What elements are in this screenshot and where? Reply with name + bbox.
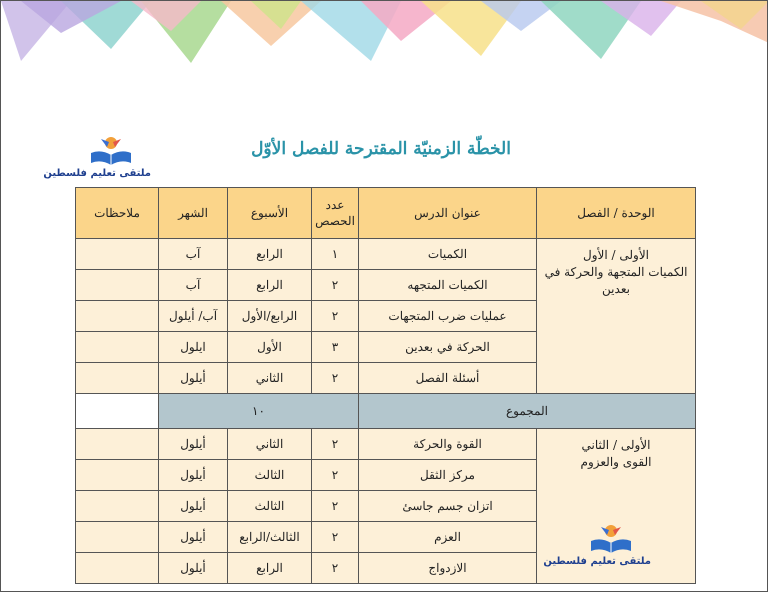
- book-logo-icon: [87, 133, 135, 167]
- notes-cell: [76, 553, 159, 584]
- header-periods-line1: عدد: [325, 198, 345, 212]
- total-row: [76, 394, 696, 429]
- lesson-cell: أسئلة الفصل: [359, 363, 537, 394]
- periods-cell: ٢: [312, 460, 359, 491]
- notes-cell: [76, 363, 159, 394]
- week-cell: الرابع: [228, 270, 312, 301]
- logo-text: ملتقى تعليم فلسطين: [43, 168, 151, 179]
- lesson-cell: الكميات المتجهه: [359, 270, 537, 301]
- periods-cell: ٣: [312, 332, 359, 363]
- total-blank-cell: [76, 394, 159, 429]
- notes-cell: [76, 301, 159, 332]
- month-cell: أيلول: [159, 522, 228, 553]
- logo-text: ملتقى تعليم فلسطين: [543, 556, 651, 567]
- month-cell: أيلول: [159, 429, 228, 460]
- month-cell: آب: [159, 270, 228, 301]
- triangle-banner: [1, 1, 768, 81]
- header-month: الشهر: [159, 188, 228, 239]
- periods-cell: ٢: [312, 522, 359, 553]
- header-periods-line2: الحصص: [315, 214, 355, 228]
- month-cell: آب/ أيلول: [159, 301, 228, 332]
- month-cell: أيلول: [159, 363, 228, 394]
- month-cell: آب: [159, 239, 228, 270]
- lesson-cell: الازدواج: [359, 553, 537, 584]
- header-lesson: عنوان الدرس: [359, 188, 537, 239]
- notes-cell: [76, 332, 159, 363]
- week-cell: الثاني: [228, 429, 312, 460]
- week-cell: الثالث: [228, 491, 312, 522]
- periods-cell: ٢: [312, 553, 359, 584]
- lesson-cell: مركز الثقل: [359, 460, 537, 491]
- week-cell: الرابع: [228, 239, 312, 270]
- header-notes: ملاحظات: [76, 188, 159, 239]
- header-week: الأسبوع: [228, 188, 312, 239]
- table-row: [76, 239, 696, 270]
- page-title: الخطّة الزمنيّة المقترحة للفصل الأوّل: [251, 139, 511, 159]
- week-cell: الأول: [228, 332, 312, 363]
- periods-cell: ٢: [312, 270, 359, 301]
- total-value: ١٠: [159, 394, 359, 429]
- unit-line: الكميات المتجهة والحركة في: [544, 265, 688, 279]
- unit-cell: [537, 239, 696, 394]
- notes-cell: [76, 270, 159, 301]
- notes-cell: [76, 239, 159, 270]
- week-cell: الثالث/الرابع: [228, 522, 312, 553]
- week-cell: الرابع: [228, 553, 312, 584]
- watermark-logo: [543, 521, 651, 571]
- week-cell: الثاني: [228, 363, 312, 394]
- lesson-cell: العزم: [359, 522, 537, 553]
- periods-cell: ٢: [312, 491, 359, 522]
- header-periods: [312, 188, 359, 239]
- periods-cell: ٢: [312, 301, 359, 332]
- notes-cell: [76, 460, 159, 491]
- lesson-cell: الحركة في بعدين: [359, 332, 537, 363]
- lesson-cell: الكميات: [359, 239, 537, 270]
- lesson-cell: عمليات ضرب المتجهات: [359, 301, 537, 332]
- week-cell: الثالث: [228, 460, 312, 491]
- periods-cell: ١: [312, 239, 359, 270]
- periods-cell: ٢: [312, 429, 359, 460]
- header-unit: الوحدة / الفصل: [537, 188, 696, 239]
- month-cell: ايلول: [159, 332, 228, 363]
- lesson-cell: القوة والحركة: [359, 429, 537, 460]
- notes-cell: [76, 429, 159, 460]
- unit-line: الأولى / الثاني: [581, 438, 651, 452]
- table-header-row: [76, 188, 696, 239]
- notes-cell: [76, 491, 159, 522]
- notes-cell: [76, 522, 159, 553]
- week-cell: الرابع/الأول: [228, 301, 312, 332]
- month-cell: أيلول: [159, 460, 228, 491]
- total-label: المجموع: [359, 394, 696, 429]
- month-cell: أيلول: [159, 491, 228, 522]
- book-logo-icon: [587, 521, 635, 555]
- month-cell: أيلول: [159, 553, 228, 584]
- periods-cell: ٢: [312, 363, 359, 394]
- site-logo: [43, 133, 151, 183]
- unit-line: الأولى / الأول: [583, 248, 649, 262]
- unit-line: القوى والعزوم: [580, 455, 652, 469]
- unit-line: بعدين: [602, 282, 630, 296]
- table-row: [76, 429, 696, 460]
- lesson-cell: اتزان جسم جاسئ: [359, 491, 537, 522]
